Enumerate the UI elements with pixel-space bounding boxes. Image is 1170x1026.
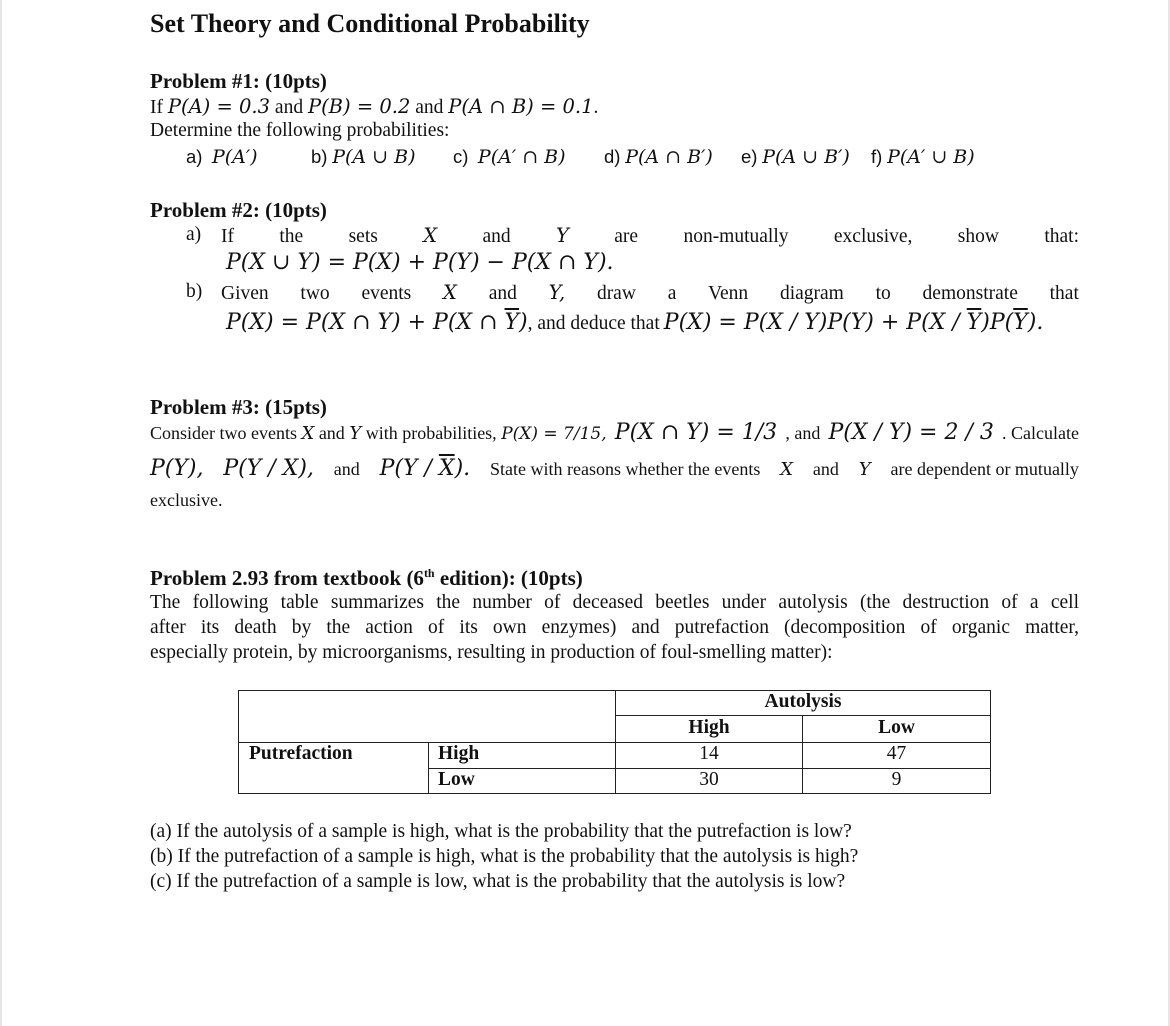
p1-item-b: b) P(A ∪ B) [311, 146, 416, 168]
question-b: (b) If the putrefaction of a sample is high, what is the probability that the autolysis is high? [150, 846, 859, 867]
problem1-instruction: Determine the following probabilities: [150, 120, 450, 141]
p1-item-e: e) P(A ∪ B′) [741, 146, 850, 168]
p2-b-connector: , and deduce that [527, 313, 660, 334]
p2-b-equations [226, 310, 1043, 335]
p1-if: If [150, 97, 163, 118]
table-row-label: High [438, 743, 480, 764]
p3-pyx: P(Y / X), [223, 456, 314, 481]
problem1-heading: Problem #1: (10pts) [150, 69, 327, 93]
p1-item-c: c) P(A′ ∩ B) [453, 146, 566, 168]
p1-pa: P(A) = 0.3 [167, 95, 271, 118]
p2-a-text: If the sets X and Y are non-mutually exclusive, show that: [221, 224, 1079, 247]
p4-para-line1: The following table summarizes the number of deceased beetles under autolysis (the destruction of a cell [150, 592, 1079, 613]
table-header-low: Low [878, 717, 915, 738]
page-edge-left [0, 0, 2, 1026]
p2-a-label: a) [186, 224, 202, 245]
table-row-group-putrefaction: Putrefaction [249, 743, 353, 764]
table-header-high: High [688, 717, 730, 738]
table-header-autolysis: Autolysis [764, 691, 842, 712]
p3-pyxbar: $P(Y / \overline{X})$. [379, 456, 471, 481]
p3-line1: Consider two events X and Y with probabilities, P(X) = 7/15, P(X ∩ Y) = 1/3 , and P(X / Y) = 2 / 3 . Calculate [150, 420, 1079, 445]
problem1-given [150, 95, 598, 119]
p1-item-a: a) P(A′) [186, 146, 258, 168]
p2-b-eq2: $P(X) = P(X / Y)P(Y) + P(X / \overline{Y})P(\overline{Y})$. [663, 310, 1044, 335]
table-cell: 14 [699, 743, 719, 764]
beetle-table [238, 690, 991, 794]
p4-para-line2: after its death by the action of its own enzymes) and putrefaction (decomposition of organic matter, [150, 617, 1079, 638]
p1-period: . [593, 97, 599, 118]
table-row-label: Low [438, 769, 475, 790]
p2-b-eq1: P(X) = P(X ∩ Y) + P(X ∩ $\overline{Y}$) [226, 310, 528, 335]
p1-pb: P(B) = 0.2 [307, 95, 411, 118]
p1-and: and [274, 97, 304, 118]
table-cell: 9 [891, 769, 902, 790]
problem2-heading: Problem #2: (10pts) [150, 198, 327, 222]
p2-b-label: b) [186, 281, 203, 302]
p3-line3: exclusive. [150, 490, 223, 510]
question-a: (a) If the autolysis of a sample is high, what is the probability that the putrefaction is low? [150, 821, 852, 842]
p3-pxgy: P(X / Y) = 2 / 3 [828, 420, 994, 445]
table-cell: 30 [699, 769, 719, 790]
p2-a-equation: P(X ∪ Y) = P(X) + P(Y) − P(X ∩ Y). [226, 250, 614, 275]
question-c: (c) If the putrefaction of a sample is low, what is the probability that the autolysis is low? [150, 871, 846, 892]
p1-pab: P(A ∩ B) = 0.1 [448, 95, 594, 118]
problem4-heading: Problem 2.93 from textbook (6th edition): (10pts) [150, 566, 583, 590]
page-title: Set Theory and Conditional Probability [150, 9, 590, 38]
p4-para-line3: especially protein, by microorganisms, resulting in production of foul-smelling matter): [150, 642, 833, 663]
p1-item-d: d) P(A ∩ B′) [604, 146, 713, 168]
p3-py: P(Y), [150, 456, 204, 481]
p3-pxy: P(X ∩ Y) = 1/3 [614, 420, 778, 445]
problem3-heading: Problem #3: (15pts) [150, 395, 327, 419]
p2-b-text: Given two events X and Y, draw a Venn diagram to demonstrate that [221, 281, 1079, 304]
p1-item-f: f) P(A′ ∪ B) [871, 146, 975, 168]
p3-line2: P(Y), P(Y / X), and $P(Y / \overline{X})$. State with reasons whether the events X and Y are dependent or mutually [150, 456, 1079, 481]
table-cell: 47 [886, 743, 907, 764]
p1-and2: and [415, 97, 444, 118]
